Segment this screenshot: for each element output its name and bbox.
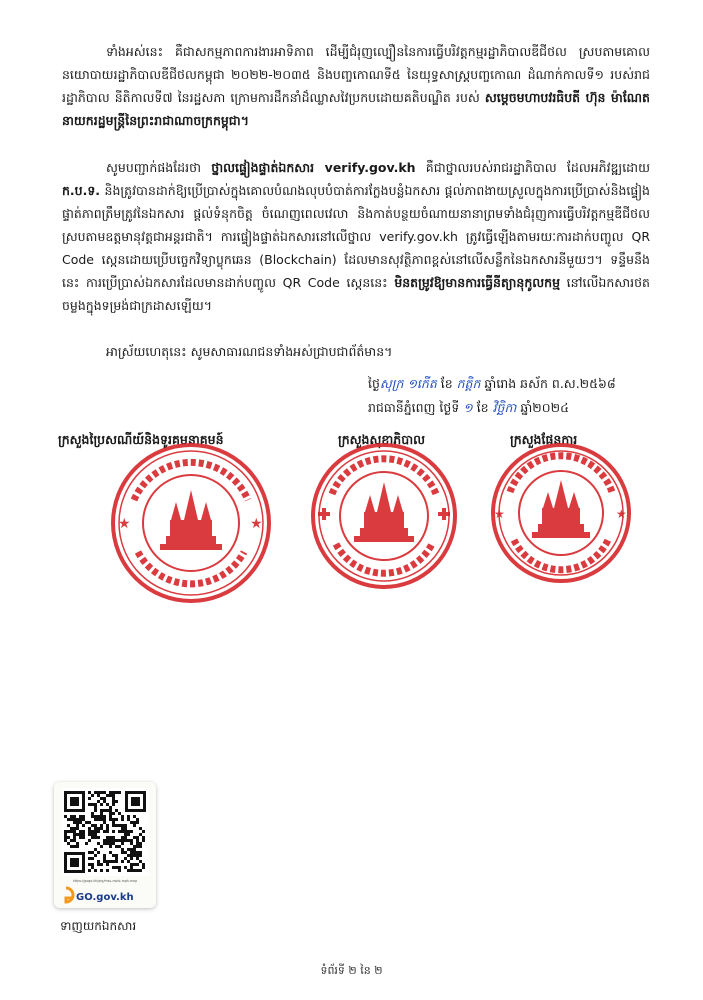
handwritten-month: វិច្ឆិកា [492, 400, 517, 415]
ministry-health: ក្រសួងសុខាភិបាល [338, 432, 426, 447]
ministry-post-telecom: ក្រសួងប្រៃសណីយ៍និងទូរគមនាគមន៍ [58, 432, 224, 447]
month-label: ខែ [476, 400, 489, 415]
qr-link-text: https://gogo.kh/qrg/msu-mptc-mph-mop [72, 879, 138, 883]
paragraph-text: ទាំងអស់នេះ គឺជាសកម្មភាពការងារអាទិភាព ដើម្បីជំរុញល្បឿននៃការធ្វើបរិវត្តកម្មរដ្ឋាភិបាលឌីជីថល ស្របតាមគោលនយោបាយរដ្ឋាភិបាលឌីជីថលកម្ពុជា ២០២២-២០៣៥ និងបញ្ចកោណទី៥ នៃយុទ្ធសាស្ត្របញ្ចកោណ ដំណាក់កាលទី១ របស់រាជរដ្ឋាភិបាល នីតិកាលទី៧ នៃរដ្ឋសភា ក្រោមការដឹកនាំដ៏ឈ្លាសវៃប្រកបដោយគតិបណ្ឌិត របស់ [62, 44, 650, 105]
month-label: ខែ [440, 376, 453, 391]
verify-platform-name: ថ្នាលផ្ទៀងផ្ទាត់ឯកសារ verify.gov.kh [211, 160, 416, 175]
qr-caption: ទាញយកឯកសារ [60, 919, 137, 933]
svg-text:★: ★ [616, 507, 627, 521]
lunar-date-line [368, 376, 616, 395]
solar-date-line [368, 400, 569, 419]
ministry-planning: ក្រសួងផែនការ [510, 432, 578, 447]
paragraph-priority [62, 40, 650, 132]
paragraph-text: និងត្រូវបានដាក់ឱ្យប្រើប្រាស់ក្នុងគោលបំណងលុបបំបាត់ការក្លែងបន្លំឯកសារ ផ្តល់ភាពងាយស្រួលក្នុងការប្រើប្រាស់និងផ្ទៀងផ្ទាត់ភាពត្រឹមត្រូវនៃឯកសារ ផ្តល់ទំនុកចិត្ត ចំណេញពេលវេលា និងកាត់បន្ថយចំណាយនានាព្រមទាំងជំរុញការធ្វើបរិវត្តកម្មឌីជីថល ស្របតាមឧត្តមានុវត្តជាអន្តរជាតិ។ ការផ្ទៀងផ្ទាត់ឯកសារនៅលើថ្នាល verify.gov.kh ត្រូវធ្វើឡើងតាមរយៈការដាក់បញ្ចូល QR Code ស្កេនដោយប្រើបច្ចេកវិទ្យាប្លុកឆេន (Blockchain) ដែលមានសុវត្ថិភាពខ្ពស់នៅលើសន្លឹកនៃឯកសារនីមួយៗ។ ទន្ទឹមនឹងនេះ ការប្រើប្រាស់ឯកសារដែលមានដាក់បញ្ចូល QR Code ស្កេននេះ [62, 183, 650, 290]
go-gov-logo-text: GO.gov.kh [76, 892, 134, 903]
svg-text:★: ★ [494, 507, 505, 521]
qr-download-card[interactable] [54, 782, 156, 908]
date-prefix: ថ្ងៃ [368, 376, 380, 391]
year-text: ឆ្នាំរោង ឆស័ក ព.ស.២៥៦៨ [484, 376, 616, 391]
paragraph-verify [62, 156, 650, 317]
date-prefix: រាជធានីភ្នំពេញ ថ្ងៃទី [368, 400, 460, 415]
agency-abbrev: ក.ប.ទ. [62, 183, 101, 198]
handwritten-day: ១ [463, 400, 473, 415]
handwritten-lunar-month: កត្តិក [456, 376, 481, 391]
handwritten-weekday: សុក្រ [379, 376, 404, 391]
paragraph-closing: អាស្រ័យហេតុនេះ សូមសាធារណជនទាំងអស់ជ្រាបជាព័ត៌មាន។ [106, 344, 393, 359]
notarization-note: មិនតម្រូវឱ្យមានការធ្វើនីត្យានុកូលកម្ម [394, 275, 561, 290]
seal-post-telecom [108, 440, 274, 606]
paragraph-text: នៅលើឯកសារថតចម្លងក្នុងទម្រង់ជាក្រដាសឡើយ។ [62, 275, 650, 313]
year-text: ឆ្នាំ២០២៤ [520, 400, 569, 415]
paragraph-text: សូមបញ្ជាក់ផងដែរថា [106, 160, 212, 175]
go-gov-logo [66, 888, 134, 903]
page-number: ទំព័រទី ២ នៃ ២ [320, 964, 383, 977]
seal-health [308, 440, 460, 592]
qr-code-icon[interactable] [54, 782, 156, 908]
paragraph-text: គឺជាថ្នាលរបស់រាជរដ្ឋាភិបាល ដែលអភិវឌ្ឍដោយ [415, 160, 650, 175]
svg-text:★: ★ [118, 516, 131, 532]
seal-planning [488, 440, 634, 586]
svg-text:★: ★ [250, 516, 263, 532]
pm-name: សម្តេចមហាបវរធិបតី ហ៊ុន ម៉ាណែត នាយករដ្ឋមន្ត្រីនៃព្រះរាជាណាចក្រកម្ពុជា។ [62, 90, 650, 128]
handwritten-lunar-day: ១កើត [407, 376, 437, 391]
